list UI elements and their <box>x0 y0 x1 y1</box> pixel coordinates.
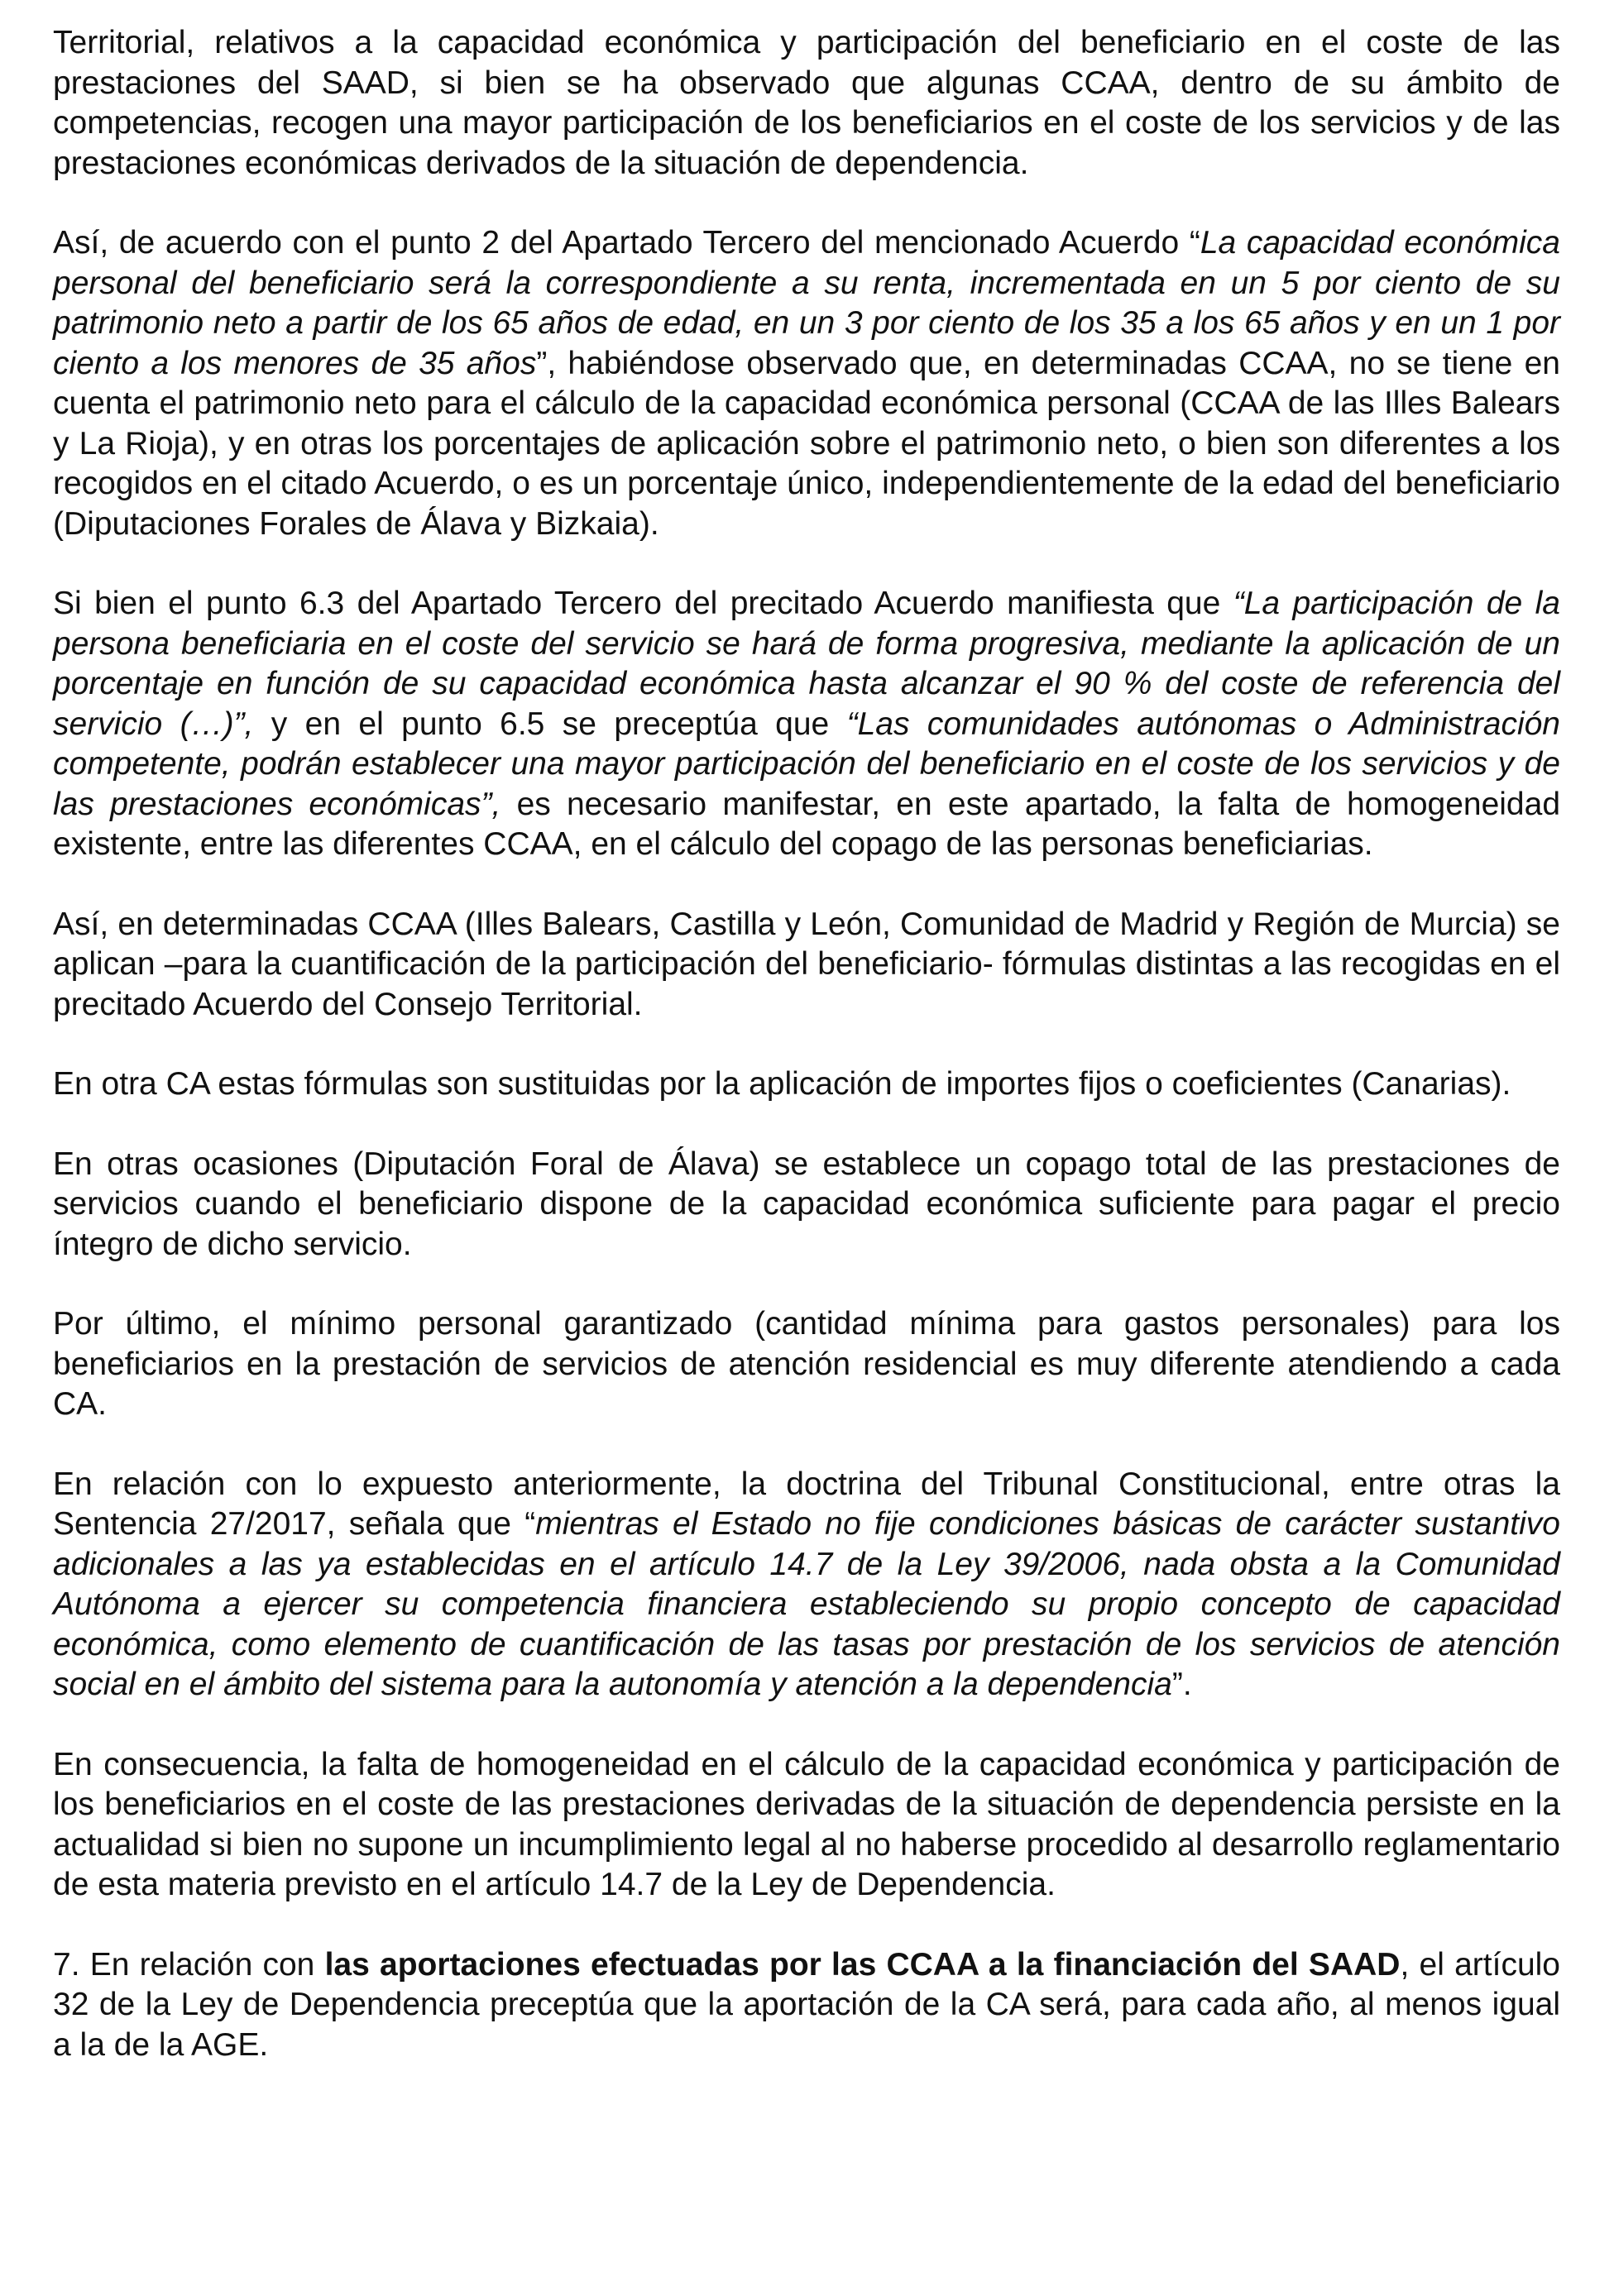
body-text: Así, en determinadas CCAA (Illes Balears, Castilla y León, Comunidad de Madrid y Región de Murcia) se aplican –para la cuantificación de la participación del beneficiario- fórmulas distintas a las recogidas en el precitado Acuerdo del Consejo Territorial. <box>53 906 1560 1022</box>
paragraph-copago-total <box>53 1145 1560 1265</box>
body-text: En otra CA estas fórmulas son sustituidas por la aplicación de importes fijos o coeficientes (Canarias). <box>53 1066 1511 1102</box>
paragraph-formulas-distintas <box>53 905 1560 1026</box>
paragraph-punto-2-acuerdo <box>53 223 1560 544</box>
paragraph-minimo-personal <box>53 1304 1560 1425</box>
body-text: y en el punto 6.5 se preceptúa que <box>253 706 847 742</box>
body-text: Así, de acuerdo con el punto 2 del Apartado Tercero del mencionado Acuerdo “ <box>53 225 1200 261</box>
body-text: En relación con lo expuesto anteriormente, la doctrina del Tribunal Constitucional, entre otras la Sentencia 27/2017, señala que “ <box>53 1466 1560 1542</box>
paragraph-punto-7-aportaciones <box>53 1945 1560 2066</box>
paragraph-importes-fijos <box>53 1064 1560 1105</box>
body-text: es necesario manifestar, en este apartado, la falta de homogeneidad existente, entre las diferentes CCAA, en el cálculo del copago de las personas beneficiarias. <box>53 786 1561 862</box>
body-text: 7. En relación con <box>53 1946 325 1983</box>
body-text: Si bien el punto 6.3 del Apartado Tercero del precitado Acuerdo manifiesta que <box>53 586 1233 621</box>
paragraph-capacidad-economica-intro <box>53 23 1560 184</box>
body-text: ”. <box>1171 1667 1192 1702</box>
body-text: ”, habiéndose observado que, en determinadas CCAA, no se tiene en cuenta el patrimonio neto para el cálculo de la capacidad económica personal (CCAA de las Illes Balears y La Rioja), y en otras los porcentajes de aplicación sobre el patrimonio neto, o bien son diferentes a los recogidos en el citado Acuerdo, o es un porcentaje único, independientemente de la edad del beneficiario (Diputaciones Forales de Álava y Bizkaia). <box>53 345 1560 542</box>
paragraph-tribunal-constitucional <box>53 1465 1560 1705</box>
body-text: Territorial, relativos a la capacidad económica y participación del beneficiario en el coste de las prestaciones del SAAD, si bien se ha observado que algunas CCAA, dentro de su ámbito de competencias, recogen una mayor participación de los beneficiarios en el coste de los servicios y de las prestaciones económicas derivados de la situación de dependencia. <box>53 25 1560 181</box>
bold-heading-text: las aportaciones efectuadas por las CCAA a la financiación del SAAD <box>324 1946 1401 1983</box>
quoted-text-italic: “La participación de la persona beneficiaria en el coste del servicio se hará de forma progresiva, mediante la aplicación de un porcentaje en función de su capacidad económica hasta alcanzar el 90 % del coste de referencia del servicio (…)”, <box>53 586 1560 742</box>
paragraph-punto-6-3-acuerdo <box>53 584 1560 865</box>
quoted-text-italic: mientras el Estado no fije condiciones básicas de carácter sustantivo adicionales a las ya establecidas en el artículo 14.7 de la Ley 39/2006, nada obsta a la Comunidad Autónoma a ejercer su competencia financiera estableciendo su propio concepto de capacidad económica, como elemento de cuantificación de las tasas por prestación de los servicios de atención social en el ámbito del sistema para la autonomía y atención a la dependencia <box>53 1506 1560 1702</box>
body-text: , el artículo 32 de la Ley de Dependencia preceptúa que la aportación de la CA será, para cada año, al menos igual a la de la AGE. <box>53 1946 1560 2063</box>
document-page <box>53 23 1560 2105</box>
body-text: En consecuencia, la falta de homogeneidad en el cálculo de la capacidad económica y participación de los beneficiarios en el coste de las prestaciones derivadas de la situación de dependencia persiste en la actualidad si bien no supone un incumplimiento legal al no haberse procedido al desarrollo reglamentario de esta materia previsto en el artículo 14.7 de la Ley de Dependencia. <box>53 1746 1560 1902</box>
quoted-text-italic: La capacidad económica personal del beneficiario será la correspondiente a su renta, incrementada en un 5 por ciento de su patrimonio neto a partir de los 65 años de edad, en un 3 por ciento de los 35 a los 65 años y en un 1 por ciento a los menores de 35 años <box>53 225 1560 381</box>
quoted-text-italic: “Las comunidades autónomas o Administración competente, podrán establecer una mayor participación del beneficiario en el coste de los servicios y de las prestaciones económicas”, <box>53 706 1560 822</box>
body-text: Por último, el mínimo personal garantizado (cantidad mínima para gastos personales) para los beneficiarios en la prestación de servicios de atención residencial es muy diferente atendiendo a cada CA. <box>53 1306 1560 1422</box>
body-text: En otras ocasiones (Diputación Foral de Álava) se establece un copago total de las prestaciones de servicios cuando el beneficiario dispone de la capacidad económica suficiente para pagar el precio íntegro de dicho servicio. <box>53 1146 1560 1262</box>
paragraph-consecuencia <box>53 1745 1560 1906</box>
